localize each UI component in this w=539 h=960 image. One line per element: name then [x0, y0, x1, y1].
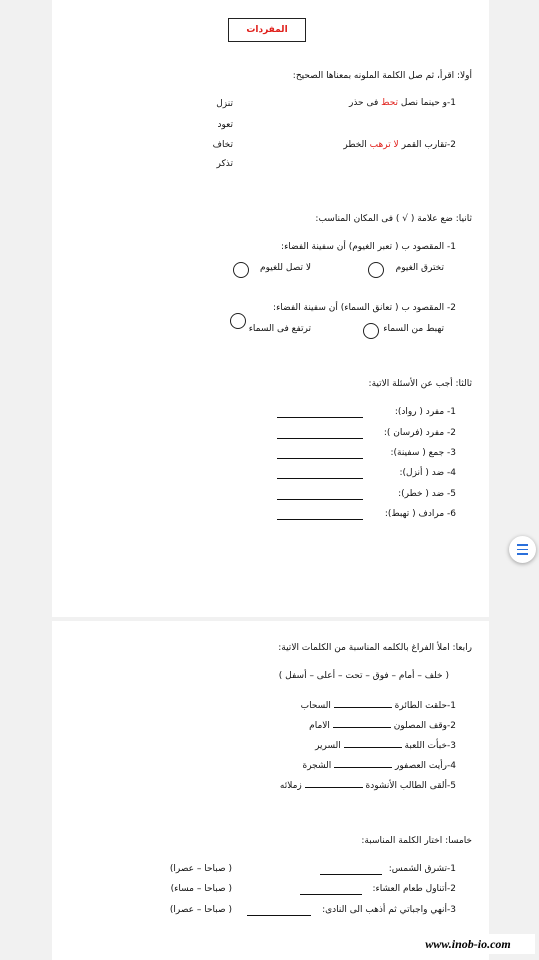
- section1-item-2: 2-تقارب القمر لا ترهب الخطر: [343, 140, 456, 150]
- answer-line[interactable]: [277, 409, 363, 418]
- section1-item-1: 1-و حينما نصل تحط فى حذر: [348, 98, 456, 108]
- answer-circle[interactable]: [368, 262, 384, 278]
- section2-question-2: 2- المقصود ب ( تعانق السماء) أن سفينة الفضاء:: [273, 303, 456, 313]
- option-label: لا تصل للغيوم: [260, 263, 311, 273]
- section3-heading: ثالثا: أجب عن الأسئلة الاتية:: [368, 379, 472, 389]
- option-label: تهبط من السماء: [383, 324, 444, 334]
- fill-item: 2-وقف المصلون الامام: [309, 721, 456, 731]
- question-item: 3- جمع ( سفينة):: [390, 448, 456, 458]
- blank-line[interactable]: [334, 699, 392, 708]
- question-item: 5- ضد ( خطر):: [398, 489, 456, 499]
- hamburger-menu-icon: [517, 544, 528, 546]
- answer-circle[interactable]: [233, 262, 249, 278]
- fill-item: 5-ألقى الطالب الأنشودة زملائه: [279, 781, 456, 791]
- worksheet-page-1: [52, 0, 489, 617]
- worksheet-page-2: [52, 621, 489, 960]
- site-watermark: www.inob-io.com: [401, 934, 535, 954]
- options-text: ( صباحا – مساء): [170, 884, 232, 894]
- choice-word: تذكر: [216, 159, 233, 169]
- blank-line[interactable]: [334, 759, 392, 768]
- colored-word: تحط: [381, 98, 399, 108]
- option-label: ترتفع فى السماء: [248, 324, 311, 334]
- menu-button[interactable]: [509, 536, 536, 563]
- section2-question-1: 1- المقصود ب ( تعبر الغيوم) أن سفينة الفضاء:: [281, 242, 456, 252]
- choice-word: تنزل: [216, 99, 233, 109]
- question-item: 4- ضد ( أنزل):: [399, 468, 456, 478]
- answer-line[interactable]: [247, 907, 311, 916]
- fill-item: 1-حلقت الطائرة السحاب: [300, 701, 456, 711]
- answer-line[interactable]: [277, 511, 363, 520]
- question-item: 1- مفرد ( رواد):: [394, 407, 456, 417]
- section2-heading: ثانيا: ضع علامة ( √ ) فى المكان المناسب:: [315, 214, 472, 224]
- option-label: تخترق الغيوم: [395, 263, 444, 273]
- choose-item: 3-أنهي واجباتي ثم أذهب الى النادى:: [322, 905, 456, 915]
- answer-line[interactable]: [277, 430, 363, 439]
- answer-line[interactable]: [320, 866, 382, 875]
- choose-item: 1-تشرق الشمس:: [388, 864, 456, 874]
- options-text: ( صباحا – عصرا): [169, 905, 232, 915]
- answer-line[interactable]: [277, 470, 363, 479]
- worksheet-title: المفردات: [228, 18, 306, 42]
- blank-line[interactable]: [333, 719, 391, 728]
- fill-item: 3-خبأت اللعبة السرير: [315, 741, 456, 751]
- answer-line[interactable]: [277, 491, 363, 500]
- answer-line[interactable]: [300, 886, 362, 895]
- answer-circle[interactable]: [363, 323, 379, 339]
- answer-line[interactable]: [277, 450, 363, 459]
- question-item: 6- مرادف ( تهبط):: [384, 509, 456, 519]
- choose-item: 2-أتناول طعام العشاء:: [372, 884, 456, 894]
- section1-heading: أولا: اقرأ، ثم صل الكلمة الملونه بمعناها الصحيح:: [292, 71, 472, 81]
- section5-heading: خامسا: اختار الكلمة المناسبة:: [361, 836, 472, 846]
- word-bank: ( خلف – أمام – فوق – تحت – أعلى – أسفل ): [278, 671, 449, 681]
- options-text: ( صباحا – عصرا): [169, 864, 232, 874]
- blank-line[interactable]: [344, 739, 402, 748]
- colored-word: لا ترهب: [369, 140, 399, 150]
- answer-circle[interactable]: [230, 313, 246, 329]
- section4-heading: رابعا: املأ الفراغ بالكلمه المناسبة من الكلمات الاتية:: [278, 643, 472, 653]
- choice-word: تخاف: [212, 140, 233, 150]
- question-item: 2- مفرد (فرسان ):: [383, 428, 456, 438]
- blank-line[interactable]: [305, 779, 363, 788]
- choice-word: تعود: [217, 120, 233, 130]
- fill-item: 4-رأيت العصفور الشجرة: [302, 761, 456, 771]
